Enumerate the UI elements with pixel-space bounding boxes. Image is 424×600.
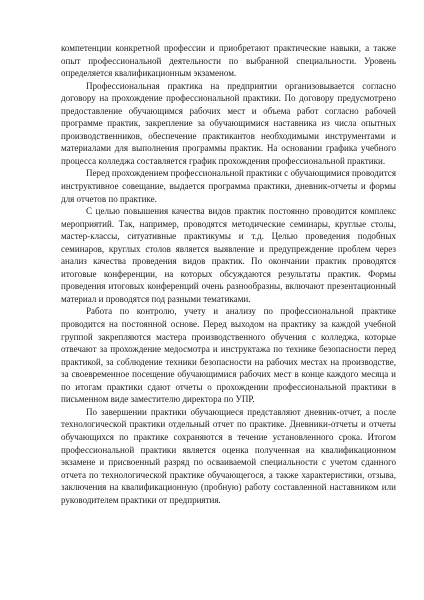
paragraph-completion: По завершении практики обучающиеся представляют дневник-отчет, а после технологической практики отдельный отчет по практике. Дневники-отчеты и отчеты обучающихся по практике сохраняются в течение установленного срока. Итогом профессиональной практики является оценка полученная на квалификационном экзамене и присвоенный разряд по осваиваемой специальности с учетом сданного отчета по технологической практике обучающегося, а также характеристики, отзыва, заключения на квалификационную (пробную) работу составленной наставником или руководителем практики от предприятия. (61, 406, 396, 505)
paragraph-briefing: Перед прохождением профессиональной практики с обучающимися проводится инструктивное совещание, выдается программа практики, дневник-отчеты и формы для отчетов по практике. (61, 168, 396, 204)
paragraph-control: Работа по контролю, учету и анализу по профессиональной практике проводится на постоянной основе. Перед выходом на практику за каждой учебной группой закрепляются мастера производственного обучения с колледжа, которые отвечают за прохождение медосмотра и инструктажа по технике безопасности перед практикой, за соблюдение техники безопасности на рабочих местах на производстве, за своевременное посещение обучающимися рабочих мест в конце каждого месяца и по итогам практики сдают отчеты о прохождении профессиональной практики в письменном виде заместителю директора по УПР. (61, 306, 396, 405)
paragraph-level-exam: компетенции конкретной профессии и приобретают практические навыки, а также опыт профессиональной деятельности по выбранной специальности. Уровень определяется квалификационным экзаменом. (61, 43, 396, 79)
paragraph-practice-agreement: Профессиональная практика на предприятии организовывается согласно договору на прохождение профессиональной практики. По договору предусмотрено предоставление обучающимся рабочих мест и объема работ согласно рабочей программе практик, закрепление за обучающимися наставника из числа опытных производственников, обеспечение практикантов необходимыми инструментами и материалами для выполнения программы практик. На основании графика учебного процесса колледжа составляется график прохождения профессиональной практики. (61, 80, 396, 166)
paragraph-quality-measures: С целью повышения качества видов практик постоянно проводится комплекс мероприятий. Так, например, проводятся методические семинары, круглые столы, мастер-классы, ситуативные практикумы и т.д. Целью проведения подобных семинаров, круглых столов является выявление и предупреждение проблем через анализ качества проведения видов практик. По окончании практик проводятся итоговые конференции, на которых обсуждаются результаты практик. Формы проведения итоговых конференций очень разнообразны, включают презентационный материал и проводятся под разными тематиками. (61, 206, 396, 304)
document-page (61, 42, 396, 506)
